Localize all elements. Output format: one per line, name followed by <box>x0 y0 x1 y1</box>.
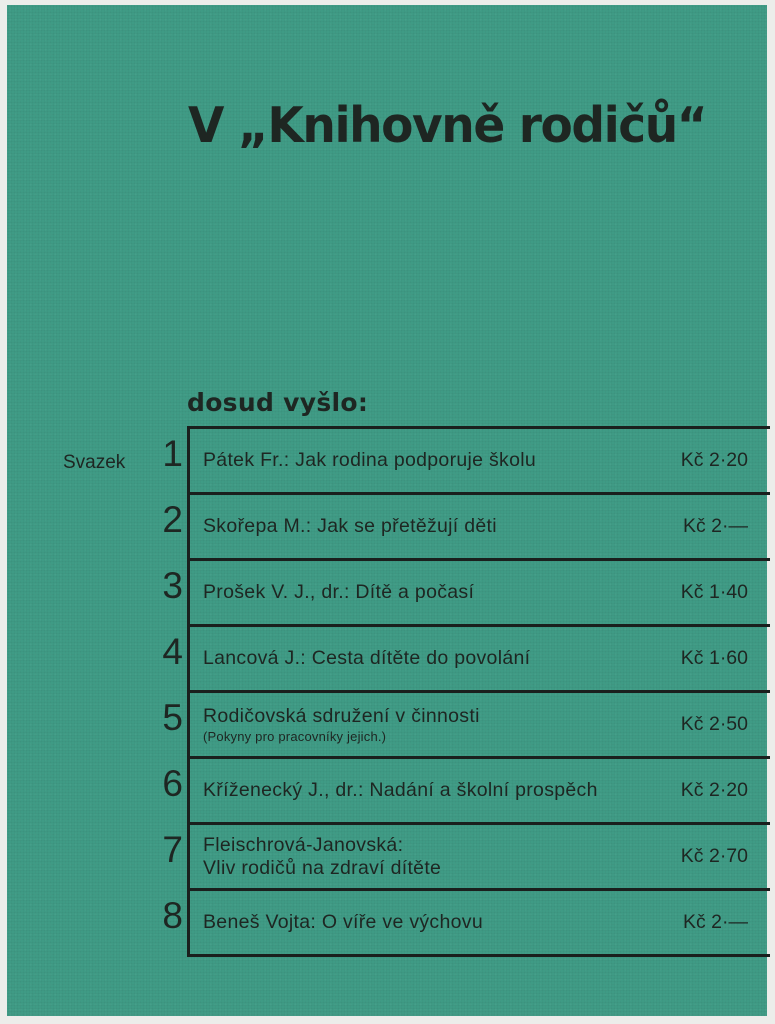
volume-price: Kč 2·— <box>682 515 748 537</box>
volumes-table <box>162 426 770 957</box>
volume-title: Beneš Vojta: O víře ve výchovu <box>203 911 483 933</box>
volume-note: (Pokyny pro pracovníky jejich.) <box>203 729 387 744</box>
volume-title: Kříženecký J., dr.: Nadání a školní prospěch <box>203 779 598 801</box>
volume-number: 5 <box>162 697 183 738</box>
volume-title: Rodičovská sdružení v činnosti <box>203 705 480 727</box>
table-row <box>162 822 770 888</box>
table-row <box>162 426 770 492</box>
volume-title: Fleischrová-Janovská: <box>203 833 404 856</box>
volume-number: 6 <box>162 763 183 804</box>
volume-number: 3 <box>162 565 183 606</box>
table-row <box>162 492 770 558</box>
table-row <box>162 624 770 690</box>
volume-number: 4 <box>162 631 183 672</box>
volume-title: Pátek Fr.: Jak rodina podporuje školu <box>203 449 537 471</box>
volume-title: Lancová J.: Cesta dítěte do povolání <box>203 647 531 669</box>
table-row <box>162 558 770 624</box>
volume-title: Prošek V. J., dr.: Dítě a počasí <box>203 581 475 603</box>
volume-number: 7 <box>162 829 183 870</box>
volume-price: Kč 2·50 <box>680 713 748 735</box>
volume-title-line2: Vliv rodičů na zdraví dítěte <box>203 856 442 879</box>
table-row <box>162 690 770 756</box>
table-row <box>162 756 770 822</box>
volume-price: Kč 2·20 <box>680 449 748 471</box>
table-row <box>162 888 770 957</box>
volume-label: Svazek <box>63 452 126 473</box>
section-heading: dosud vyšlo: <box>187 388 369 417</box>
volume-price: Kč 2·— <box>682 911 748 933</box>
volume-price: Kč 1·60 <box>680 647 748 669</box>
volume-price: Kč 2·20 <box>680 779 748 801</box>
volume-number: 2 <box>162 499 183 540</box>
volume-price: Kč 1·40 <box>680 581 748 603</box>
volume-number: 1 <box>162 433 183 474</box>
volume-title: Skořepa M.: Jak se přetěžují děti <box>203 515 497 537</box>
volume-price: Kč 2·70 <box>680 845 748 867</box>
page-title: V „Knihovně rodičů“ <box>188 97 707 154</box>
volume-number: 8 <box>162 895 183 936</box>
